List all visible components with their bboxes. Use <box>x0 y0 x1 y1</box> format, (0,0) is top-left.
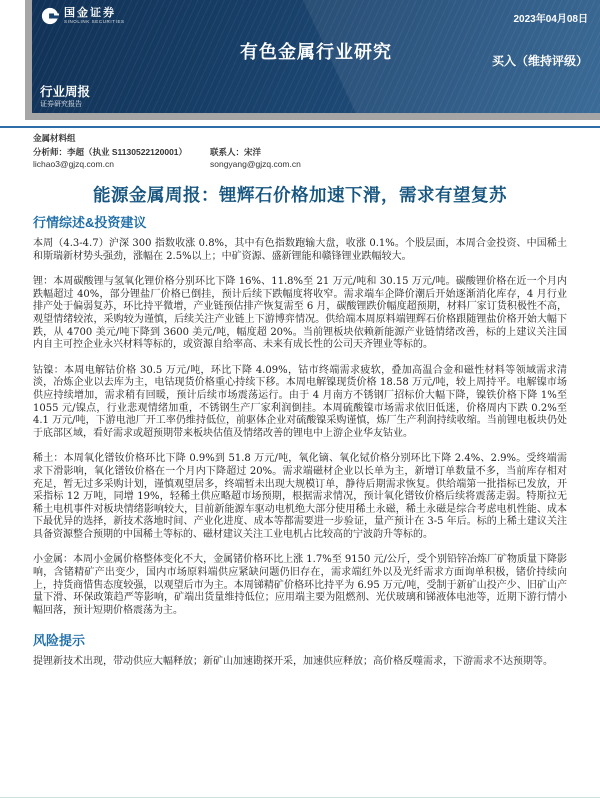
paragraph-lithium: 锂：本周碳酸锂与氢氧化锂价格分别环比下降 16%、11.8%至 21 万元/吨和 30.15 万元/吨。碳酸锂价格在近一个月内跌幅超过 40%，部分锂盐厂价格已倒挂，预计后续下跌幅度将收窄。需求端车企降价潮后开始逐渐消化库存，4 月行业排产处于偏弱复苏，环比持平微增，产业链预估排产恢复需至 6 月，碳酸锂跌价幅度超预期，材料厂家订货积极性不高，观望情绪较浓，采购较为谨慎，后续关注产业链上下游博弈情况。供给端本周原料端锂辉石价格跟随锂盐价格开始大幅下跌，从 4700 美元/吨下降到 3600 美元/吨，幅度超 20%。当前锂板块依赖新能源产业链情绪改善，标的上建议关注国内自主可控企业永兴材料等标的，或资源自给率高、未来有成长性的公司天齐锂业等标的。 <box>33 276 567 351</box>
brand-name-en: SINOLINK SECURITIES <box>64 19 125 24</box>
report-subtype-label: 证券研究报告 <box>40 101 82 108</box>
paragraph-minor-metals: 小金属：本周小金属价格整体变化不大，金属锗价格环比上涨 1.7%至 9150 元/公斤，受个别铅锌冶炼厂矿物质量下降影响，含锗精矿产出变少，国内市场原料端供应紧缺问题仍旧存在，需求端红外以及光纤需求方面询单积极，锗价持续向上，持货商惜售态度较强，以观望后市为主。本周锑精矿价格环比持平为 6.95 万元/吨，受制于新矿山投产少、旧矿山产量下滑、环保政策趋严等影响，矿端出货量维持低位；应用端主要为阻燃剂、光伏玻璃和锑液体电池等，近期下游行情小幅回落，预计短期价格震荡为主。 <box>33 554 567 616</box>
analyst-email: lichao3@gjzq.com.cn <box>33 159 114 169</box>
brand-name-cn: 国金证券 <box>64 7 116 19</box>
analyst-block <box>33 132 567 170</box>
paragraph-market-overview: 本周（4.3-4.7）沪深 300 指数收涨 0.8%，其中有色指数跑输大盘，收涨 0.1%。个股层面，本周合金投资、中国稀土和斯瑞新材势头强劲，涨幅在 2.5%以上；中矿资源、盛新锂能和赣锋锂业跌幅较大。 <box>33 238 567 262</box>
banner-left-shadow <box>25 0 32 120</box>
paragraph-cobalt-nickel: 钴镍：本周电解钴价格 30.5 万元/吨，环比下降 4.09%，钴市终端需求疲软，叠加高温合金和磁性材料等领域需求清淡，冶炼企业以去库为主，电钴现货价格重心持续下移。本周电解镍现货价格 18.58 万元/吨，较上周持平。电解镍市场供应持续增加，需求稍有回暖，预计后续市场震荡运行。由于 4 月南方不锈钢厂招标价大幅下降，镍铁价格下降 1%至 1055 元/镍点，行业悲观情绪加重，不锈钢生产厂家利润倒挂。本周硫酸镍市场需求依旧低迷，价格周内下跌 0.2%至 4.1 万元/吨，下游电池厂开工率仍维持低位，前驱体企业对硫酸镍采购谨慎，炼厂生产利润持续收缩。当前锂电板块仍处于底部区域，看好需求或超预期带来板块估值及情绪改善的锂电中上游企业华友钴业。 <box>33 364 567 439</box>
page-title: 能源金属周报：锂辉石价格加速下滑，需求有望复苏 <box>93 185 507 205</box>
brand-logo-text <box>64 7 125 24</box>
banner-bottom-shadow <box>25 113 600 120</box>
paragraph-rare-earth: 稀土：本周氧化镨钕价格环比下降 0.9%到 51.8 万元/吨，氧化镝、氧化铽价格分别环比下降 2.4%、2.9%。受终端需求下滑影响，氧化镨钕价格在一个月内下降超过 20%。需求端磁材企业以长单为主，新增订单数量不多，当前库存相对充足，暂无过多采购计划，谨慎观望居多，终端暂未出现大规模订单，静待后期需求恢复。供给端第一批指标已发放，开采指标 12 万吨，同增 19%，轻稀土供应略超市场预期，根据需求情况，预计氧化镨钕价格后续将震荡走弱。特斯拉无稀土电机事件对板块情绪影响较大，目前新能源车驱动电机绝大部分使用稀土永磁，稀土永磁是综合考虑电机性能、成本下最优异的选择，新技术落地时间、产业化进度、成本等都需要进一步验证，量产预计在 3-5 年后。标的上稀土建议关注具备资源整合预期的中国稀土等标的、磁材建议关注工业电机占比较高的宁波韵升等标的。 <box>33 453 567 540</box>
contact-name-line: 联系人：宋洋 <box>210 147 262 157</box>
analyst-name-line: 分析师：李超（执业 S1130522120001） <box>33 147 188 157</box>
contact-email: songyang@gjzq.com.cn <box>210 159 301 169</box>
paragraph-risk: 提锂新技术出现，带动供应大幅释放；新矿山加速勘探开采，加速供应释放；高价格反噬需求，下游需求不达预期等。 <box>33 656 553 668</box>
industry-report-title: 有色金属行业研究 <box>240 42 392 62</box>
sinolink-logo-icon <box>41 7 59 25</box>
section-heading-risk: 风险提示 <box>33 633 86 649</box>
analyst-team: 金属材料组 <box>33 133 76 143</box>
header-divider-rule <box>0 126 600 128</box>
footer-divider-rule <box>0 797 600 798</box>
rating-badge: 买入（维持评级） <box>491 54 588 68</box>
report-body <box>33 212 567 682</box>
report-date: 2023年04月08日 <box>513 14 588 25</box>
report-banner <box>32 0 600 113</box>
brand-logo <box>41 7 125 25</box>
section-heading-market-summary: 行情综述&投资建议 <box>33 215 147 230</box>
report-type-label: 行业周报 <box>40 85 91 99</box>
